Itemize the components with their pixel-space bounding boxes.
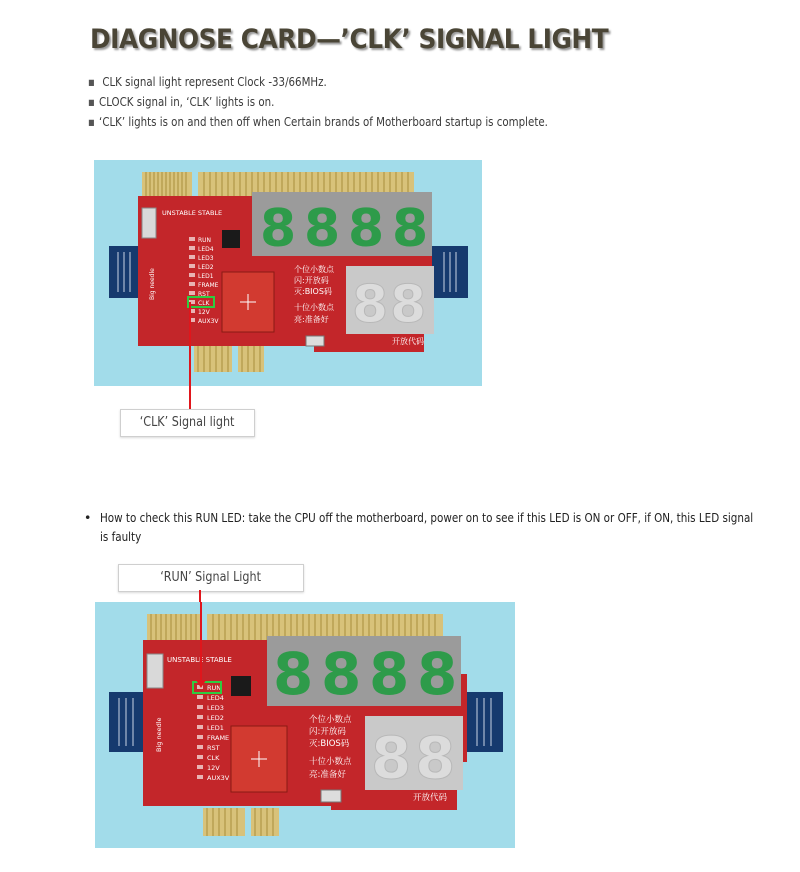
svg-text:AUX3V: AUX3V (198, 318, 219, 325)
svg-text:FRAME: FRAME (207, 734, 230, 742)
svg-text:LED3: LED3 (207, 704, 224, 712)
svg-text:开放代码: 开放代码 (413, 793, 448, 803)
bullet-dot: • (84, 510, 92, 525)
clk-signal-callout (120, 409, 255, 437)
svg-text:十位小数点: 十位小数点 (309, 757, 352, 767)
page-title: DIAGNOSE CARD—’CLK’ SIGNAL LIGHT (90, 24, 609, 55)
svg-text:8: 8 (352, 275, 389, 335)
status-label: UNSTABLE STABLE (162, 209, 223, 217)
clk-callout-text: ‘CLK’ Signal light (140, 415, 235, 430)
svg-text:亮:准备好: 亮:准备好 (294, 315, 329, 324)
svg-text:12V: 12V (198, 309, 210, 316)
description-bullets (88, 72, 548, 132)
svg-text:十位小数点: 十位小数点 (294, 303, 334, 312)
run-callout-text: ‘RUN’ Signal Light (160, 570, 262, 585)
bullet-item: ▪ CLK signal light represent Clock -33/66MHz. (88, 72, 548, 92)
svg-text:RST: RST (198, 291, 210, 298)
svg-text:亮:准备好: 亮:准备好 (309, 770, 346, 780)
diagnose-card-image-run (95, 602, 515, 848)
svg-text:CLK: CLK (207, 754, 220, 762)
svg-text:个位小数点: 个位小数点 (294, 265, 334, 274)
diagnose-card-image-clk (94, 160, 482, 386)
svg-text:8: 8 (369, 640, 410, 708)
svg-text:LED4: LED4 (198, 246, 214, 253)
svg-text:LED1: LED1 (198, 273, 214, 280)
svg-text:8: 8 (348, 199, 385, 259)
svg-text:灭:BIOS码: 灭:BIOS码 (294, 287, 332, 296)
svg-text:开放代码: 开放代码 (392, 337, 424, 346)
svg-text:8: 8 (371, 724, 412, 792)
run-signal-callout (118, 564, 304, 592)
svg-text:灭:BIOS码: 灭:BIOS码 (309, 739, 350, 749)
svg-text:RUN: RUN (207, 684, 222, 692)
svg-text:8: 8 (390, 275, 427, 335)
display-digit: 8 (260, 199, 297, 259)
svg-text:LED1: LED1 (207, 724, 224, 732)
bullet-item: ▪ CLOCK signal in, ‘CLK’ lights is on. (88, 92, 548, 112)
svg-text:LED4: LED4 (207, 694, 224, 702)
svg-text:Big needle: Big needle (149, 268, 156, 300)
svg-text:8: 8 (304, 199, 341, 259)
diagnose-card-illustration-run (95, 602, 515, 848)
svg-text:个位小数点: 个位小数点 (309, 715, 352, 725)
svg-text:12V: 12V (207, 764, 220, 772)
howto-text: How to check this RUN LED: take the CPU off the motherboard, power on to see if this LED is ON or OFF, if ON, this LED signal is faulty (100, 510, 754, 544)
bullet-item: ▪ ‘CLK’ lights is on and then off when Certain brands of Motherboard startup is complete. (88, 112, 548, 132)
svg-text:LED2: LED2 (207, 714, 224, 722)
svg-text:8: 8 (415, 724, 456, 792)
svg-text:FRAME: FRAME (198, 282, 219, 289)
svg-text:AUX3V: AUX3V (207, 774, 230, 782)
diagnose-card-illustration (94, 160, 482, 386)
svg-text:闪:开放码: 闪:开放码 (309, 727, 346, 737)
svg-text:8: 8 (417, 640, 458, 708)
svg-text:闪:开放码: 闪:开放码 (294, 276, 329, 285)
svg-text:LED2: LED2 (198, 264, 214, 271)
svg-text:8: 8 (273, 640, 314, 708)
led-label: RUN (198, 237, 212, 244)
svg-text:RST: RST (207, 744, 220, 752)
svg-text:8: 8 (392, 199, 429, 259)
svg-text:CLK: CLK (198, 300, 210, 307)
svg-text:Big needle: Big needle (155, 717, 163, 752)
svg-text:LED3: LED3 (198, 255, 214, 262)
svg-text:UNSTABLE STABLE: UNSTABLE STABLE (167, 656, 232, 664)
svg-text:8: 8 (321, 640, 362, 708)
